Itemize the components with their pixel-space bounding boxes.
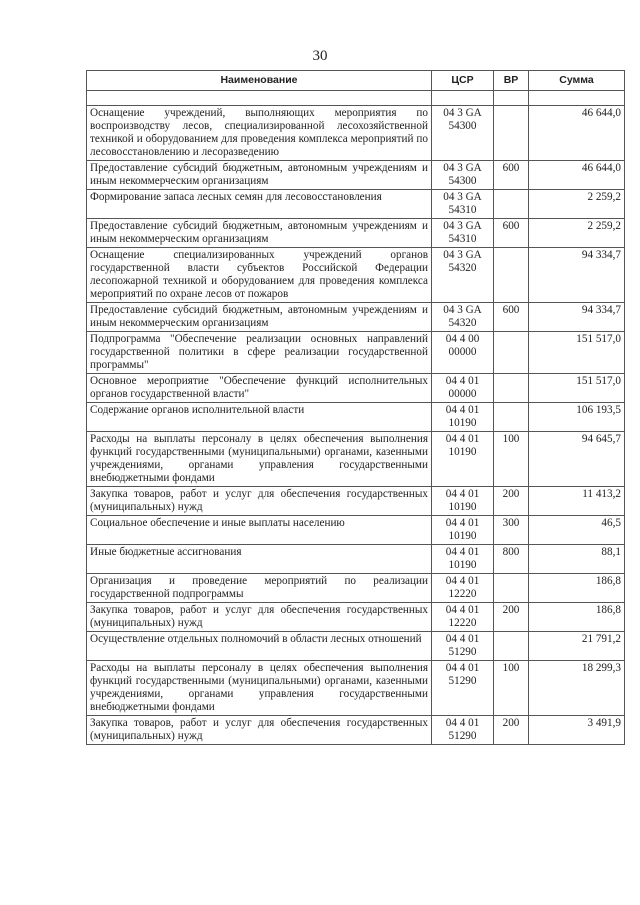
row-sum: 94 645,7 <box>529 432 625 487</box>
row-csr: 04 3 GA 54300 <box>432 161 494 190</box>
row-sum: 46 644,0 <box>529 106 625 161</box>
page-number: 30 <box>312 48 328 64</box>
row-csr: 04 4 00 00000 <box>432 332 494 374</box>
row-csr: 04 4 01 10190 <box>432 403 494 432</box>
row-csr: 04 4 01 12220 <box>432 603 494 632</box>
header-sum: Сумма <box>529 71 625 91</box>
table-row <box>87 574 625 603</box>
row-sum: 11 413,2 <box>529 487 625 516</box>
row-sum: 106 193,5 <box>529 403 625 432</box>
table-row <box>87 487 625 516</box>
row-csr: 04 3 GA 54320 <box>432 303 494 332</box>
row-sum: 18 299,3 <box>529 661 625 716</box>
row-csr: 04 4 01 51290 <box>432 716 494 745</box>
row-sum: 21 791,2 <box>529 632 625 661</box>
row-sum: 2 259,2 <box>529 190 625 219</box>
row-csr: 04 4 01 10190 <box>432 516 494 545</box>
header-csr: ЦСР <box>432 71 494 91</box>
header-vr: ВР <box>494 71 529 91</box>
table-row <box>87 432 625 487</box>
row-vr: 800 <box>494 545 529 574</box>
row-vr: 200 <box>494 716 529 745</box>
row-name: Оснащение специализированных учреждений органов государственной власти субъектов Российской Федерации лесопожарной техникой и оборудованием для проведения комплекса мероприятий по охране лесов от пожаров <box>87 248 432 303</box>
row-csr: 04 4 01 10190 <box>432 545 494 574</box>
table-row <box>87 161 625 190</box>
row-vr: 100 <box>494 661 529 716</box>
row-vr: 600 <box>494 219 529 248</box>
row-vr: 200 <box>494 603 529 632</box>
row-csr: 04 3 GA 54310 <box>432 190 494 219</box>
row-name: Предоставление субсидий бюджетным, автономным учреждениям и иным некоммерческим организациям <box>87 161 432 190</box>
table-row <box>87 661 625 716</box>
table-row <box>87 374 625 403</box>
row-sum: 3 491,9 <box>529 716 625 745</box>
row-name: Закупка товаров, работ и услуг для обеспечения государственных (муниципальных) нужд <box>87 716 432 745</box>
table-row <box>87 219 625 248</box>
row-sum: 151 517,0 <box>529 332 625 374</box>
row-csr: 04 4 01 00000 <box>432 374 494 403</box>
row-name: Расходы на выплаты персоналу в целях обеспечения выполнения функций государственными (муниципальными) органами, казенными учреждениями, органами управления государственными внебюджетными фондами <box>87 432 432 487</box>
row-csr: 04 4 01 10190 <box>432 487 494 516</box>
row-vr <box>494 574 529 603</box>
row-name: Социальное обеспечение и иные выплаты населению <box>87 516 432 545</box>
row-name: Формирование запаса лесных семян для лесовосстановления <box>87 190 432 219</box>
row-vr <box>494 106 529 161</box>
table-row <box>87 332 625 374</box>
row-sum: 2 259,2 <box>529 219 625 248</box>
table-header-row <box>87 71 625 91</box>
row-name: Осуществление отдельных полномочий в области лесных отношений <box>87 632 432 661</box>
row-vr: 200 <box>494 487 529 516</box>
row-name: Предоставление субсидий бюджетным, автономным учреждениям и иным некоммерческим организациям <box>87 219 432 248</box>
row-csr: 04 4 01 51290 <box>432 632 494 661</box>
row-csr: 04 3 GA 54320 <box>432 248 494 303</box>
row-vr: 100 <box>494 432 529 487</box>
row-vr <box>494 248 529 303</box>
table-row <box>87 632 625 661</box>
row-vr <box>494 403 529 432</box>
table-row <box>87 248 625 303</box>
row-name: Содержание органов исполнительной власти <box>87 403 432 432</box>
row-sum: 46,5 <box>529 516 625 545</box>
row-name: Предоставление субсидий бюджетным, автономным учреждениям и иным некоммерческим организациям <box>87 303 432 332</box>
row-name: Основное мероприятие "Обеспечение функций исполнительных органов государственной власти" <box>87 374 432 403</box>
header-spacer-row <box>87 91 625 106</box>
row-vr <box>494 632 529 661</box>
row-vr <box>494 190 529 219</box>
row-name: Закупка товаров, работ и услуг для обеспечения государственных (муниципальных) нужд <box>87 603 432 632</box>
row-name: Расходы на выплаты персоналу в целях обеспечения выполнения функций государственными (муниципальными) органами, казенными учреждениями, органами управления государственными внебюджетными фондами <box>87 661 432 716</box>
header-name: Наименование <box>87 71 432 91</box>
budget-table <box>86 70 625 745</box>
row-sum: 46 644,0 <box>529 161 625 190</box>
row-name: Организация и проведение мероприятий по реализации государственной подпрограммы <box>87 574 432 603</box>
row-vr <box>494 332 529 374</box>
row-vr: 600 <box>494 161 529 190</box>
table-row <box>87 516 625 545</box>
row-csr: 04 4 01 51290 <box>432 661 494 716</box>
table-body <box>87 106 625 745</box>
row-sum: 151 517,0 <box>529 374 625 403</box>
row-name: Иные бюджетные ассигнования <box>87 545 432 574</box>
table-row <box>87 716 625 745</box>
row-sum: 186,8 <box>529 603 625 632</box>
row-sum: 94 334,7 <box>529 248 625 303</box>
row-name: Подпрограмма "Обеспечение реализации основных направлений государственной политики в сфере реализации государственной программы" <box>87 332 432 374</box>
table-row <box>87 303 625 332</box>
row-csr: 04 4 01 12220 <box>432 574 494 603</box>
table-row <box>87 403 625 432</box>
row-csr: 04 3 GA 54310 <box>432 219 494 248</box>
row-vr <box>494 374 529 403</box>
row-sum: 94 334,7 <box>529 303 625 332</box>
row-csr: 04 4 01 10190 <box>432 432 494 487</box>
table-row <box>87 545 625 574</box>
row-vr: 300 <box>494 516 529 545</box>
row-csr: 04 3 GA 54300 <box>432 106 494 161</box>
row-name: Оснащение учреждений, выполняющих мероприятия по воспроизводству лесов, специализированной лесохозяйственной техникой и оборудованием для проведения комплекса мероприятий по лесовосстановлению и лесоразведению <box>87 106 432 161</box>
row-sum: 186,8 <box>529 574 625 603</box>
row-sum: 88,1 <box>529 545 625 574</box>
table-row <box>87 190 625 219</box>
table-row <box>87 603 625 632</box>
table-row <box>87 106 625 161</box>
row-vr: 600 <box>494 303 529 332</box>
row-name: Закупка товаров, работ и услуг для обеспечения государственных (муниципальных) нужд <box>87 487 432 516</box>
